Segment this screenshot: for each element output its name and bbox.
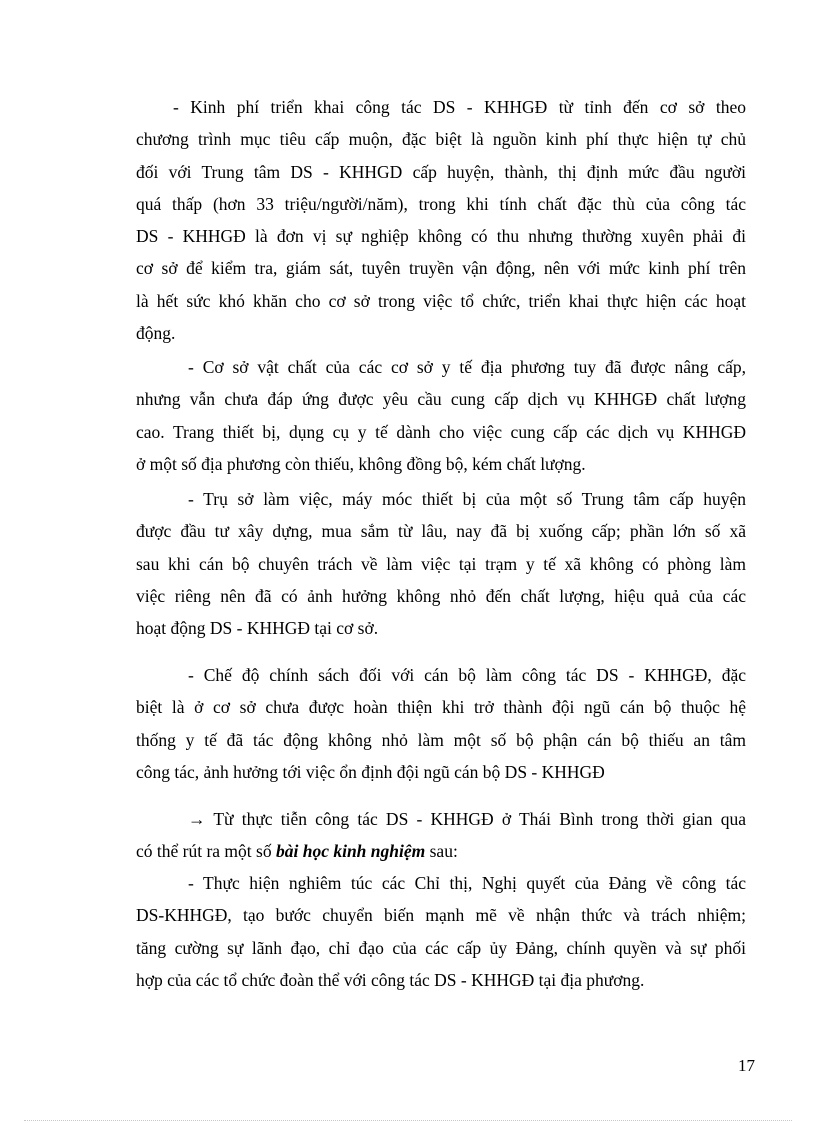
text-line: - Thực hiện nghiêm túc các Chỉ thị, Nghị quyết của Đảng về công tác — [188, 873, 746, 893]
page-number: 17 — [738, 1056, 755, 1075]
paragraph-funding — [136, 91, 746, 349]
text-line: DS - KHHGĐ là đơn vị sự nghiệp không có thu nhưng thường xuyên phải đi — [136, 226, 746, 247]
text-line: được đầu tư xây dựng, mua sắm từ lâu, nay đã bị xuống cấp; phần lớn số xã — [136, 521, 746, 542]
paragraph-lesson-1 — [136, 867, 746, 996]
text-segment: sau: — [425, 841, 458, 862]
text-line: là hết sức khó khăn cho cơ sở trong việc tổ chức, triển khai thực hiện các hoạt — [136, 290, 746, 311]
paragraph-offices — [136, 483, 746, 644]
text-line: - Trụ sở làm việc, máy móc thiết bị của một số Trung tâm cấp huyện — [188, 489, 746, 509]
text-line: quá thấp (hơn 33 triệu/người/năm), trong khi tính chất đặc thù của công tác — [136, 193, 746, 214]
text-line: chương trình mục tiêu cấp muộn, đặc biệt là nguồn kinh phí thực hiện tự chủ — [136, 129, 746, 150]
text-line: biệt là ở cơ sở chưa được hoàn thiện khi trở thành đội ngũ cán bộ thuộc hệ — [136, 697, 746, 718]
text-line: tăng cường sự lãnh đạo, chỉ đạo của các cấp ủy Đảng, chính quyền và sự phối — [136, 937, 746, 958]
text-line: - Cơ sở vật chất của các cơ sở y tế địa phương tuy đã được nâng cấp, — [188, 357, 746, 377]
text-line: hợp của các tổ chức đoàn thể với công tác DS - KHHGĐ tại địa phương. — [136, 969, 645, 990]
text-line: ở một số địa phương còn thiếu, không đồng bộ, kém chất lượng. — [136, 453, 586, 474]
text-line: - Chế độ chính sách đối với cán bộ làm công tác DS - KHHGĐ, đặc — [188, 665, 746, 685]
text-line: động. — [136, 323, 176, 344]
text-line: thống y tế đã tác động không nhỏ làm một số bộ phận cán bộ thiếu an tâm — [136, 729, 746, 750]
page-bottom-divider — [24, 1120, 792, 1121]
paragraph-facilities — [136, 351, 746, 480]
text-line: việc riêng nên đã có ảnh hưởng không nhỏ đến chất lượng, hiệu quả của các — [136, 585, 746, 606]
text-line: - Kinh phí triển khai công tác DS - KHHGĐ từ tỉnh đến cơ sở theo — [173, 97, 746, 117]
text-segment: Từ thực tiễn công tác DS - KHHGĐ ở Thái Bình trong thời gian qua — [205, 809, 746, 829]
text-line — [136, 835, 746, 867]
arrow-right-icon: → — [188, 809, 206, 829]
text-line: hoạt động DS - KHHGĐ tại cơ sở. — [136, 618, 379, 639]
text-line: sau khi cán bộ chuyên trách về làm việc tại trạm y tế xã không có phòng làm — [136, 553, 746, 574]
paragraph-policy — [136, 659, 746, 788]
text-line: đối với Trung tâm DS - KHHGD cấp huyện, thành, thị định mức đầu người — [136, 161, 746, 182]
text-line: nhưng vẫn chưa đáp ứng được yêu cầu cung cấp dịch vụ KHHGĐ chất lượng — [136, 389, 746, 410]
paragraph-lessons-intro — [136, 803, 746, 868]
text-line: cơ sở để kiểm tra, giám sát, tuyên truyền vận động, nên với mức kinh phí trên — [136, 258, 746, 279]
text-line: công tác, ảnh hưởng tới việc ổn định đội ngũ cán bộ DS - KHHGĐ — [136, 761, 605, 782]
text-line: cao. Trang thiết bị, dụng cụ y tế dành cho việc cung cấp các dịch vụ KHHGĐ — [136, 421, 746, 442]
text-line: DS-KHHGĐ, tạo bước chuyển biến mạnh mẽ về nhận thức và trách nhiệm; — [136, 905, 746, 926]
text-segment: có thể rút ra một số — [136, 841, 276, 862]
emphasis-lessons: bài học kinh nghiệm — [275, 841, 426, 862]
text-line — [136, 803, 746, 835]
